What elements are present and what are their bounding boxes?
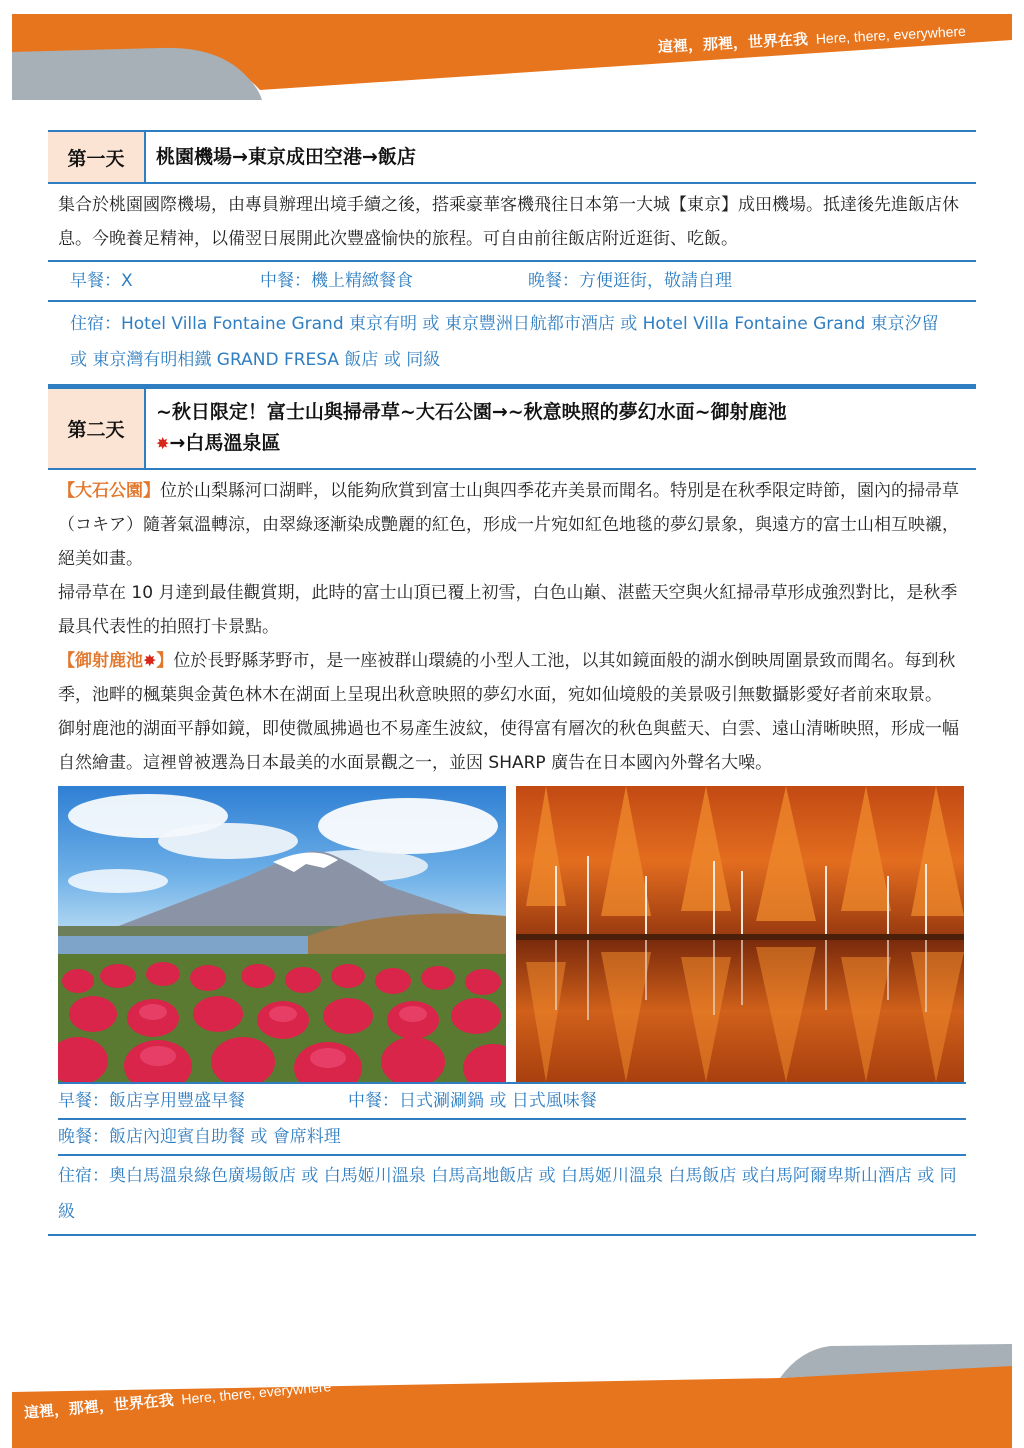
header-slogan-en: Here, there, everywhere	[815, 22, 967, 47]
day1-description: 集合於桃園國際機場，由專員辦理出境手續之後，搭乘豪華客機飛往日本第一大城【東京】成田機場。抵達後先進飯店休息。今晚養足精神，以備翌日展開此次豐盛愉快的旅程。可自由前往飯店附近逛街、吃飯。	[48, 184, 976, 262]
day1-dinner: 晚餐：方便逛街，敬請自理	[528, 271, 732, 291]
day1-title: 桃園機場→東京成田空港→飯店	[156, 146, 416, 168]
oishi-park-tag: 【大石公園】	[58, 480, 160, 501]
maple-leaf-icon: ✸	[156, 434, 170, 454]
header-banner	[0, 0, 1024, 110]
day2-lunch: 中餐：日式涮涮鍋 或 日式風味餐	[348, 1090, 597, 1111]
mirror-lake-paragraph: 御射鹿池的湖面平靜如鏡，即使微風拂過也不易產生波紋，使得富有層次的秋色與藍天、白雲、遠山清晰映照，形成一幅自然繪畫。這裡曾被選為日本最美的水面景觀之一，並因 SHARP 廣告在日本國內外聲名大噪。	[58, 718, 959, 773]
mount-fuji-kochia-photo	[58, 786, 506, 1082]
footer-slogan-zh: 這裡，那裡，世界在我	[23, 1391, 175, 1422]
day1-breakfast: 早餐：X	[70, 271, 133, 291]
day1-lunch: 中餐：機上精緻餐食	[260, 271, 413, 291]
oishi-park-paragraph	[48, 470, 976, 576]
day2-breakfast: 早餐：飯店享用豐盛早餐	[58, 1090, 245, 1111]
photo-row	[48, 780, 976, 1082]
day2-header	[48, 386, 976, 470]
day2-hotel: 住宿：奧白馬溫泉綠色廣場飯店 或 白馬姬川溫泉 白馬高地飯店 或 白馬姬川溫泉 白馬飯店 或白馬阿爾卑斯山酒店 或 同級	[48, 1156, 976, 1236]
day2-title-part2: →白馬溫泉區	[169, 432, 281, 455]
oishi-park-text: 位於山梨縣河口湖畔，以能夠欣賞到富士山與四季花卉美景而聞名。特別是在秋季限定時節，園內的掃帚草（コキア）隨著氣溫轉涼，由翠綠逐漸染成艷麗的紅色，形成一片宛如紅色地毯的夢幻景象，與遠方的富士山相互映襯，絕美如畫。	[58, 480, 959, 569]
mishaka-pond-photo	[516, 786, 964, 1082]
mishaka-pond-text: 位於長野縣茅野市，是一座被群山環繞的小型人工池，以其如鏡面般的湖水倒映周圍景致而聞名。每到秋季，池畔的楓葉與金黃色林木在湖面上呈現出秋意映照的夢幻水面，宛如仙境般的美景吸引無數攝影愛好者前來取景。	[58, 650, 956, 705]
maple-leaf-icon: ✸	[143, 650, 157, 670]
footer-slogan-en: Here, there, everywhere	[180, 1378, 332, 1408]
header-slogan-zh: 這裡，那裡，世界在我	[657, 31, 809, 56]
itinerary-content	[48, 130, 976, 1236]
day2-meals	[48, 1082, 976, 1156]
day2-label: 第二天	[48, 389, 146, 468]
kochia-paragraph: 掃帚草在 10 月達到最佳觀賞期，此時的富士山頂已覆上初雪，白色山巔、湛藍天空與火紅掃帚草形成強烈對比，是秋季最具代表性的拍照打卡景點。	[58, 582, 958, 637]
day2-meals-row1	[58, 1082, 966, 1120]
day1-label: 第一天	[48, 132, 146, 182]
day1-hotel: 住宿：Hotel Villa Fontaine Grand 東京有明 或 東京豐洲日航都市酒店 或 Hotel Villa Fontaine Grand 東京汐留 或 東京灣有明相鐵 GRAND FRESA 飯店 或 同級	[48, 302, 976, 386]
day2-dinner: 晚餐：飯店內迎賓自助餐 或 會席料理	[58, 1120, 966, 1156]
mishaka-pond-tag: 【御射鹿池✸】	[58, 650, 174, 671]
day2-title	[146, 389, 797, 468]
day1-meals	[48, 262, 976, 302]
day1-header	[48, 130, 976, 184]
mishaka-pond-paragraph	[48, 644, 976, 712]
day2-title-part1: ~秋日限定！富士山與掃帚草~大石公園→~秋意映照的夢幻水面~御射鹿池	[156, 401, 787, 423]
